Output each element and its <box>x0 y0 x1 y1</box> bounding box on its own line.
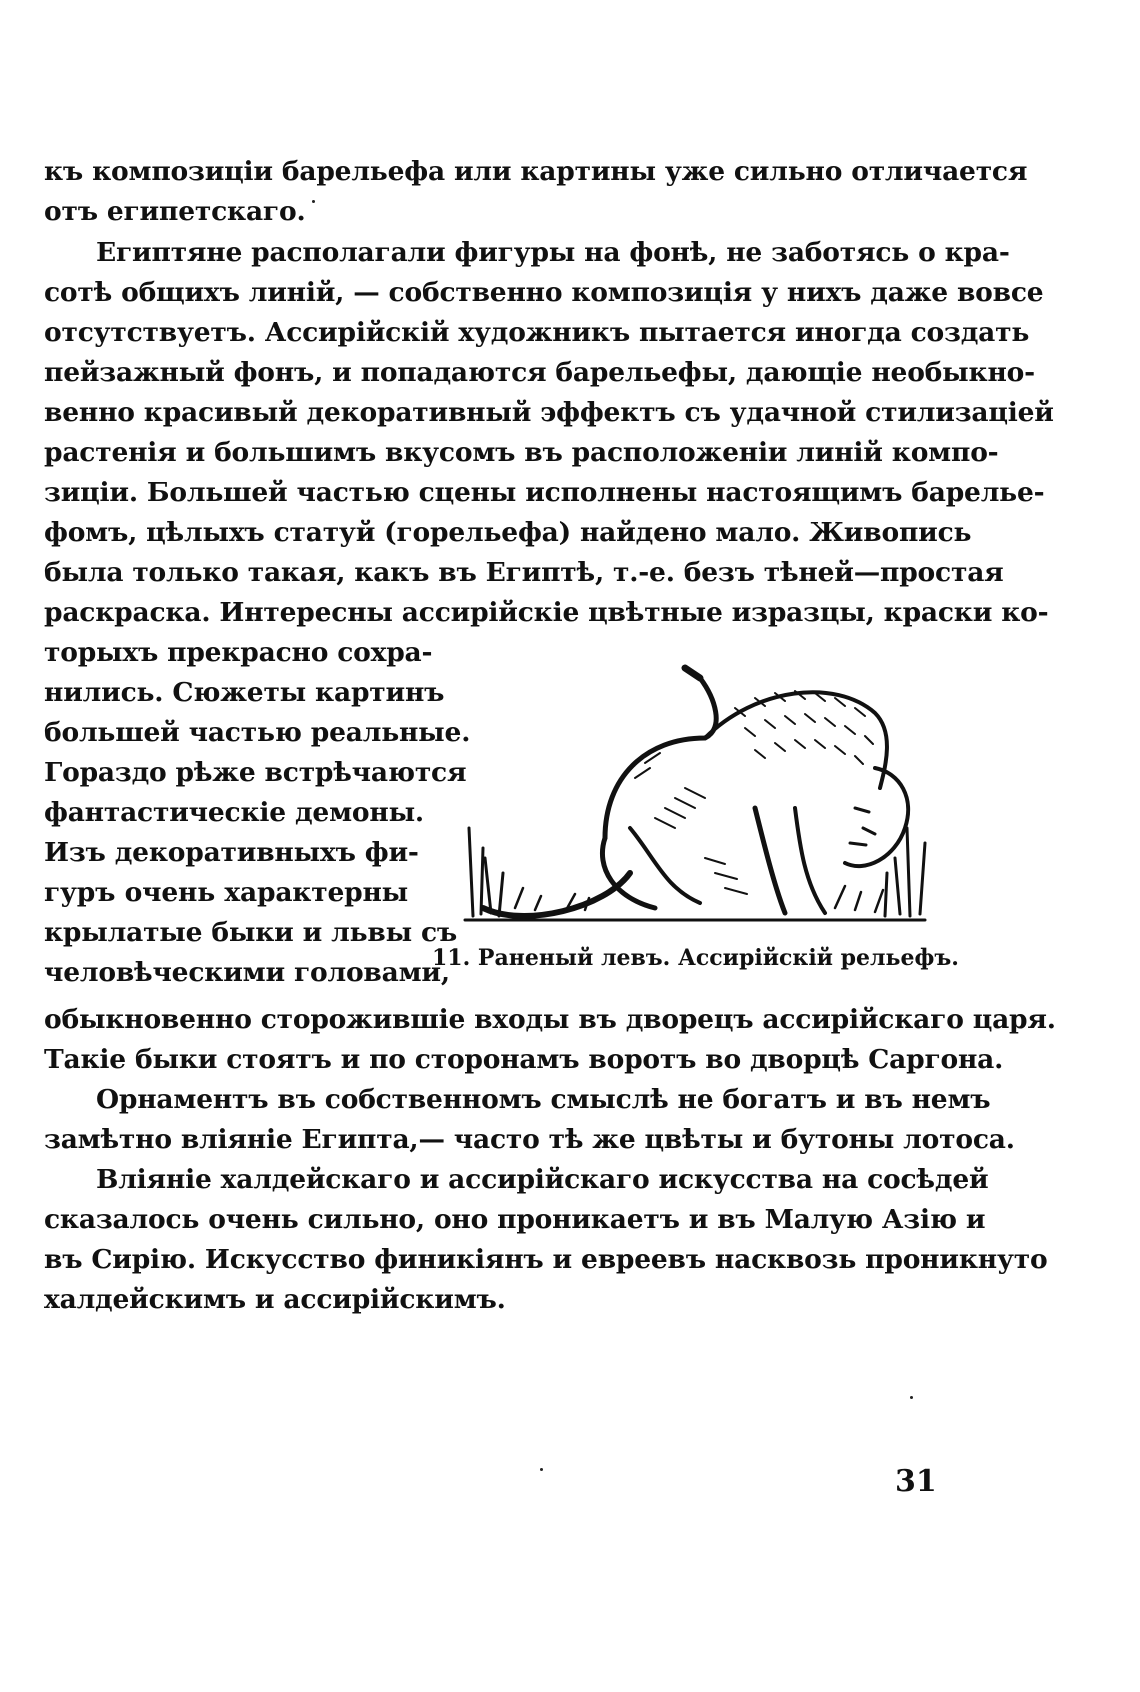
text-line: халдейскимъ и ассирійскимъ. <box>44 1284 506 1315</box>
text-line: пейзажный фонъ, и попадаются барельефы, дающіе необыкно- <box>44 357 1035 388</box>
text-line: была только такая, какъ въ Египтѣ, т.-е. безъ тѣней—простая <box>44 557 1004 588</box>
text-line: растенія и большимъ вкусомъ въ расположеніи линій компо- <box>44 437 999 468</box>
wounded-lion-relief-icon <box>455 658 940 930</box>
page-number: 31 <box>895 1464 937 1499</box>
print-speck <box>540 1468 543 1471</box>
text-line: большей частью реальные. <box>44 717 471 748</box>
text-line: человѣческими головами, <box>44 957 450 988</box>
text-line: фантастическіе демоны. <box>44 797 424 828</box>
text-line: Такіе быки стоятъ и по сторонамъ воротъ во дворцѣ Саргона. <box>44 1044 1004 1075</box>
text-line: зиціи. Большей частью сцены исполнены настоящимъ барелье- <box>44 477 1045 508</box>
text-line: сказалось очень сильно, оно проникаетъ и въ Малую Азію и <box>44 1204 986 1235</box>
print-speck <box>910 1396 913 1399</box>
text-line: Гораздо рѣже встрѣчаются <box>44 757 467 788</box>
print-speck <box>312 200 315 203</box>
text-line: Египтяне располагали фигуры на фонѣ, не заботясь о кра- <box>96 237 1010 268</box>
text-line: Орнаментъ въ собственномъ смыслѣ не богатъ и въ немъ <box>96 1084 991 1115</box>
text-line: торыхъ прекрасно сохра- <box>44 637 433 668</box>
text-line: венно красивый декоративный эффектъ съ удачной стилизаціей <box>44 397 1054 428</box>
text-line: замѣтно вліяніе Египта,— часто тѣ же цвѣты и бутоны лотоса. <box>44 1124 1015 1155</box>
text-line: Изъ декоративныхъ фи- <box>44 837 419 868</box>
text-line: нились. Сюжеты картинъ <box>44 677 445 708</box>
figure-caption: 11. Раненый левъ. Ассирійскій рельефъ. <box>432 945 959 971</box>
text-line: Вліяніе халдейскаго и ассирійскаго искусства на сосѣдей <box>96 1164 989 1195</box>
text-line: крылатые быки и львы съ <box>44 917 458 948</box>
text-line: фомъ, цѣлыхъ статуй (горельефа) найдено мало. Живопись <box>44 517 972 548</box>
text-line: раскраска. Интересны ассирійскіе цвѣтные изразцы, краски ко- <box>44 597 1049 628</box>
text-line: отъ египетскаго. <box>44 196 306 227</box>
text-line: къ композиціи барельефа или картины уже сильно отличается <box>44 156 1028 187</box>
text-line: обыкновенно сторожившіе входы въ дворецъ ассирійскаго царя. <box>44 1004 1056 1035</box>
text-line: гуръ очень характерны <box>44 877 408 908</box>
text-line: въ Сирію. Искусство финикіянъ и евреевъ насквозь проникнуто <box>44 1244 1048 1275</box>
text-line: сотѣ общихъ линій, — собственно композиція у нихъ даже вовсе <box>44 277 1044 308</box>
text-line: отсутствуетъ. Ассирійскій художникъ пытается иногда создать <box>44 317 1030 348</box>
